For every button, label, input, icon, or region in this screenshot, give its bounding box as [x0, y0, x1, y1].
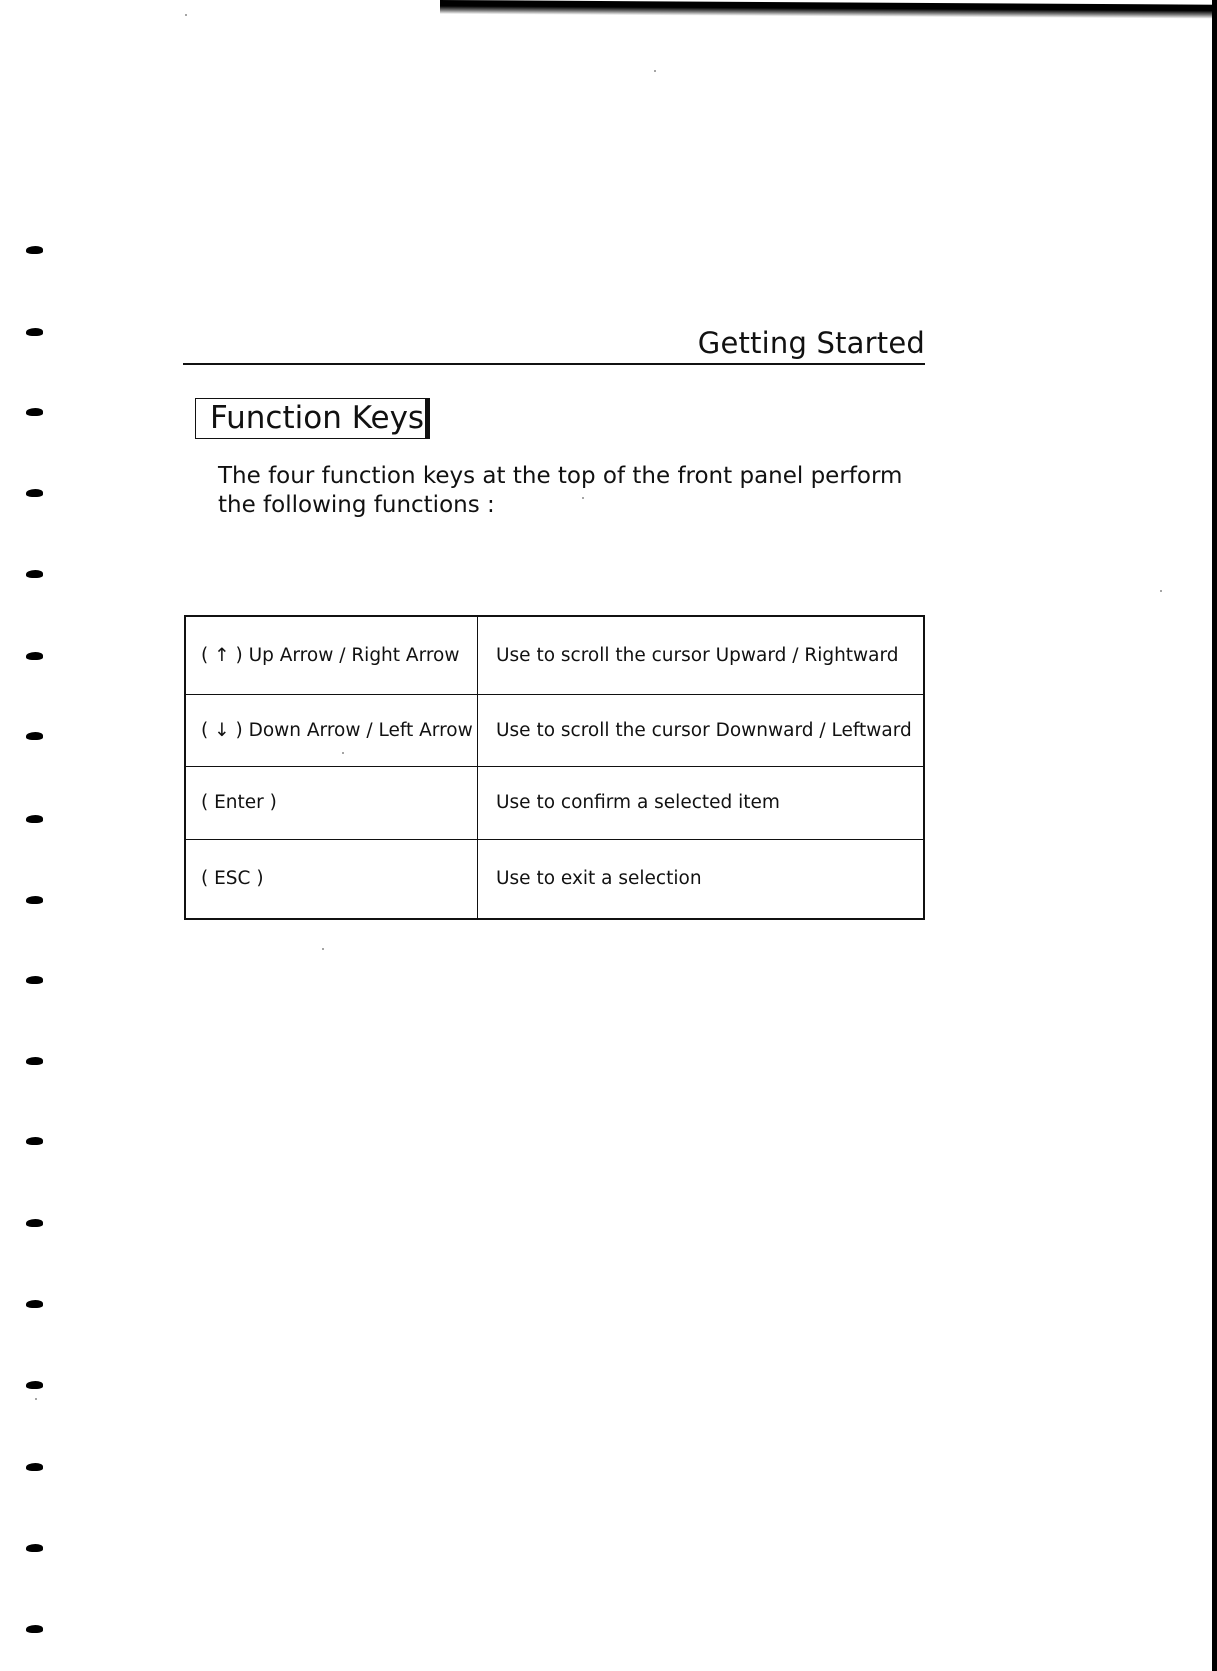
section-title-box	[195, 398, 430, 439]
punch-hole	[26, 1544, 43, 1552]
key-description-cell: Use to exit a selection	[478, 839, 925, 919]
punch-hole	[26, 408, 43, 416]
table-row	[185, 839, 924, 919]
punch-hole	[26, 1137, 43, 1145]
scan-edge-top	[440, 0, 1217, 19]
table-row	[185, 694, 924, 766]
punch-hole	[26, 652, 43, 660]
binder-punch-holes	[26, 0, 46, 1671]
key-name-cell: ( ↓ ) Down Arrow / Left Arrow	[185, 694, 478, 766]
scan-speck	[654, 70, 656, 72]
punch-hole	[26, 1300, 43, 1308]
punch-hole	[26, 328, 43, 336]
scan-speck	[35, 1398, 37, 1400]
running-header-title: Getting Started	[697, 326, 925, 360]
table-row	[185, 616, 924, 694]
table-row	[185, 766, 924, 839]
punch-hole	[26, 246, 43, 254]
scan-speck	[322, 948, 324, 950]
punch-hole	[26, 815, 43, 823]
function-keys-table	[184, 615, 925, 920]
punch-hole	[26, 1219, 43, 1227]
key-description-cell: Use to scroll the cursor Downward / Leftward	[478, 694, 925, 766]
key-description-cell: Use to scroll the cursor Upward / Rightward	[478, 616, 925, 694]
key-name-cell: ( Enter )	[185, 766, 478, 839]
scan-speck	[1160, 590, 1162, 592]
punch-hole	[26, 1463, 43, 1471]
punch-hole	[26, 1625, 43, 1633]
punch-hole	[26, 976, 43, 984]
scan-speck	[185, 14, 187, 16]
scan-edge-right	[1212, 0, 1217, 1671]
key-name-cell: ( ESC )	[185, 839, 478, 919]
punch-hole	[26, 1057, 43, 1065]
header-rule	[183, 363, 925, 365]
section-title: Function Keys	[210, 400, 425, 436]
intro-paragraph: The four function keys at the top of the front panel perform the following functions :	[218, 463, 903, 518]
punch-hole	[26, 1381, 43, 1389]
key-description-cell: Use to confirm a selected item	[478, 766, 925, 839]
punch-hole	[26, 570, 43, 578]
punch-hole	[26, 896, 43, 904]
punch-hole	[26, 732, 43, 740]
key-name-cell: ( ↑ ) Up Arrow / Right Arrow	[185, 616, 478, 694]
punch-hole	[26, 489, 43, 497]
